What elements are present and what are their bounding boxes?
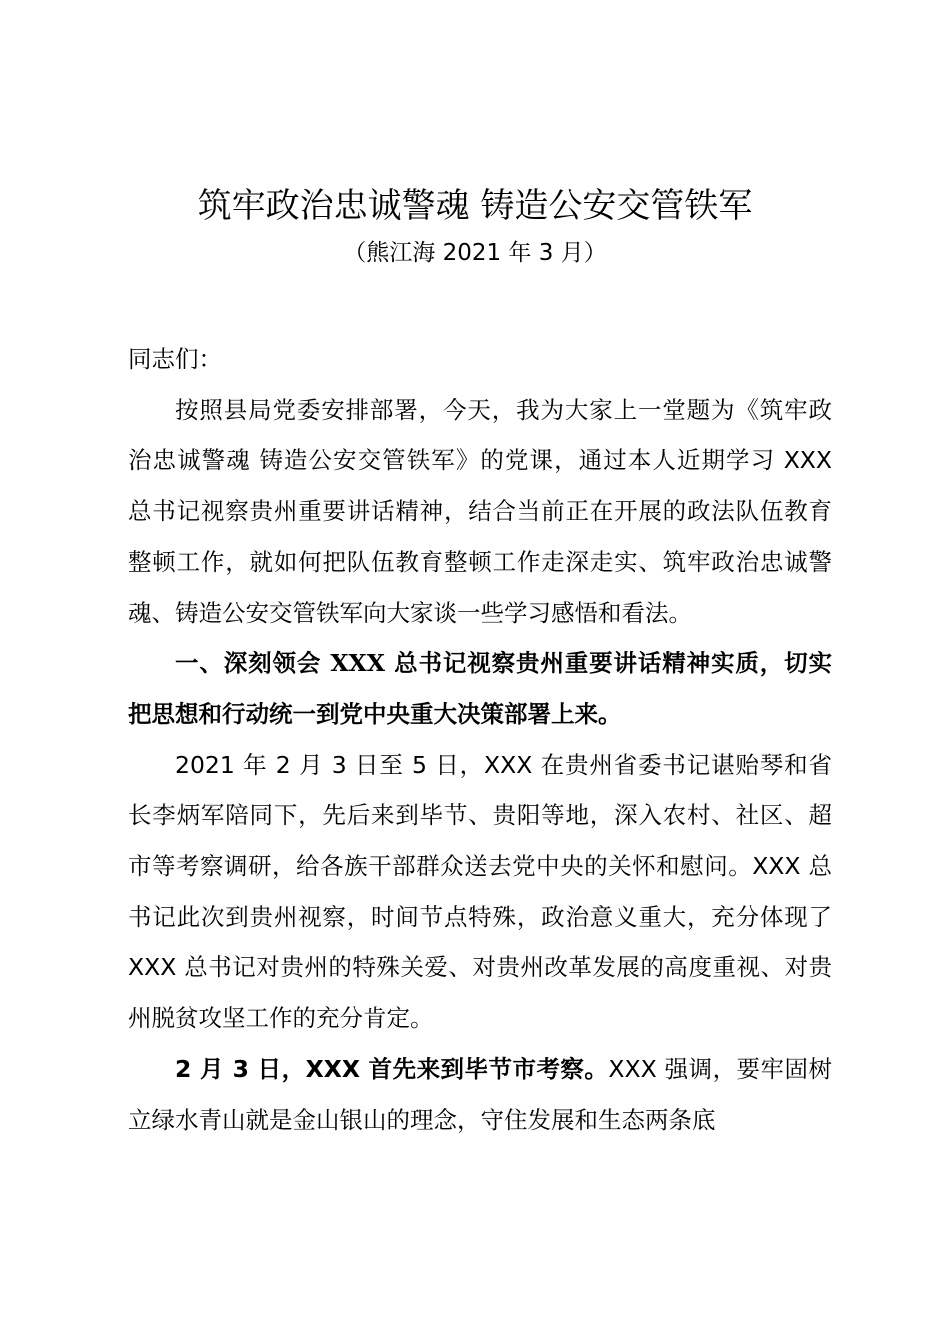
paragraph-bijie-text: XXX 强调，要牢固树立绿水青山就是金山银山的理念，守住发展和生态两条底: [128, 1054, 832, 1134]
document-subtitle: （熊江海 2021 年 3 月）: [343, 240, 607, 266]
document-title: 筑牢政治忠诚警魂 铸造公安交管铁军: [197, 186, 753, 226]
paragraph-bijie: [128, 1044, 832, 1145]
paragraph-bijie-lead: 2 月 3 日，XXX 首先来到毕节市考察。: [175, 1054, 609, 1083]
paragraph-visit-summary: 2021 年 2 月 3 日至 5 日，XXX 在贵州省委书记谌贻琴和省长李炳军陪同下，先后来到毕节、贵阳等地，深入农村、社区、超市等考察调研，给各族干部群众送去党中央的关怀和慰问。XXX 总书记此次到贵州视察，时间节点特殊，政治意义重大，充分体现了 XXX 总书记对贵州的特殊关爱、对贵州改革发展的高度重视、对贵州脱贫攻坚工作的充分肯定。: [128, 750, 832, 1033]
document-body: [128, 334, 832, 1145]
section-heading-one: 一、深刻领会 XXX 总书记视察贵州重要讲话精神实质，切实把思想和行动统一到党中央重大决策部署上来。: [128, 649, 832, 728]
salutation: 同志们：: [128, 345, 222, 373]
paragraph-intro: 按照县局党委安排部署，今天，我为大家上一堂题为《筑牢政治忠诚警魂 铸造公安交管铁军》的党课，通过本人近期学习 XXX 总书记视察贵州重要讲话精神，结合当前正在开展的政法队伍教育整顿工作，就如何把队伍教育整顿工作走深走实、筑牢政治忠诚警魂、铸造公安交管铁军向大家谈一些学习感悟和看法。: [128, 395, 832, 627]
